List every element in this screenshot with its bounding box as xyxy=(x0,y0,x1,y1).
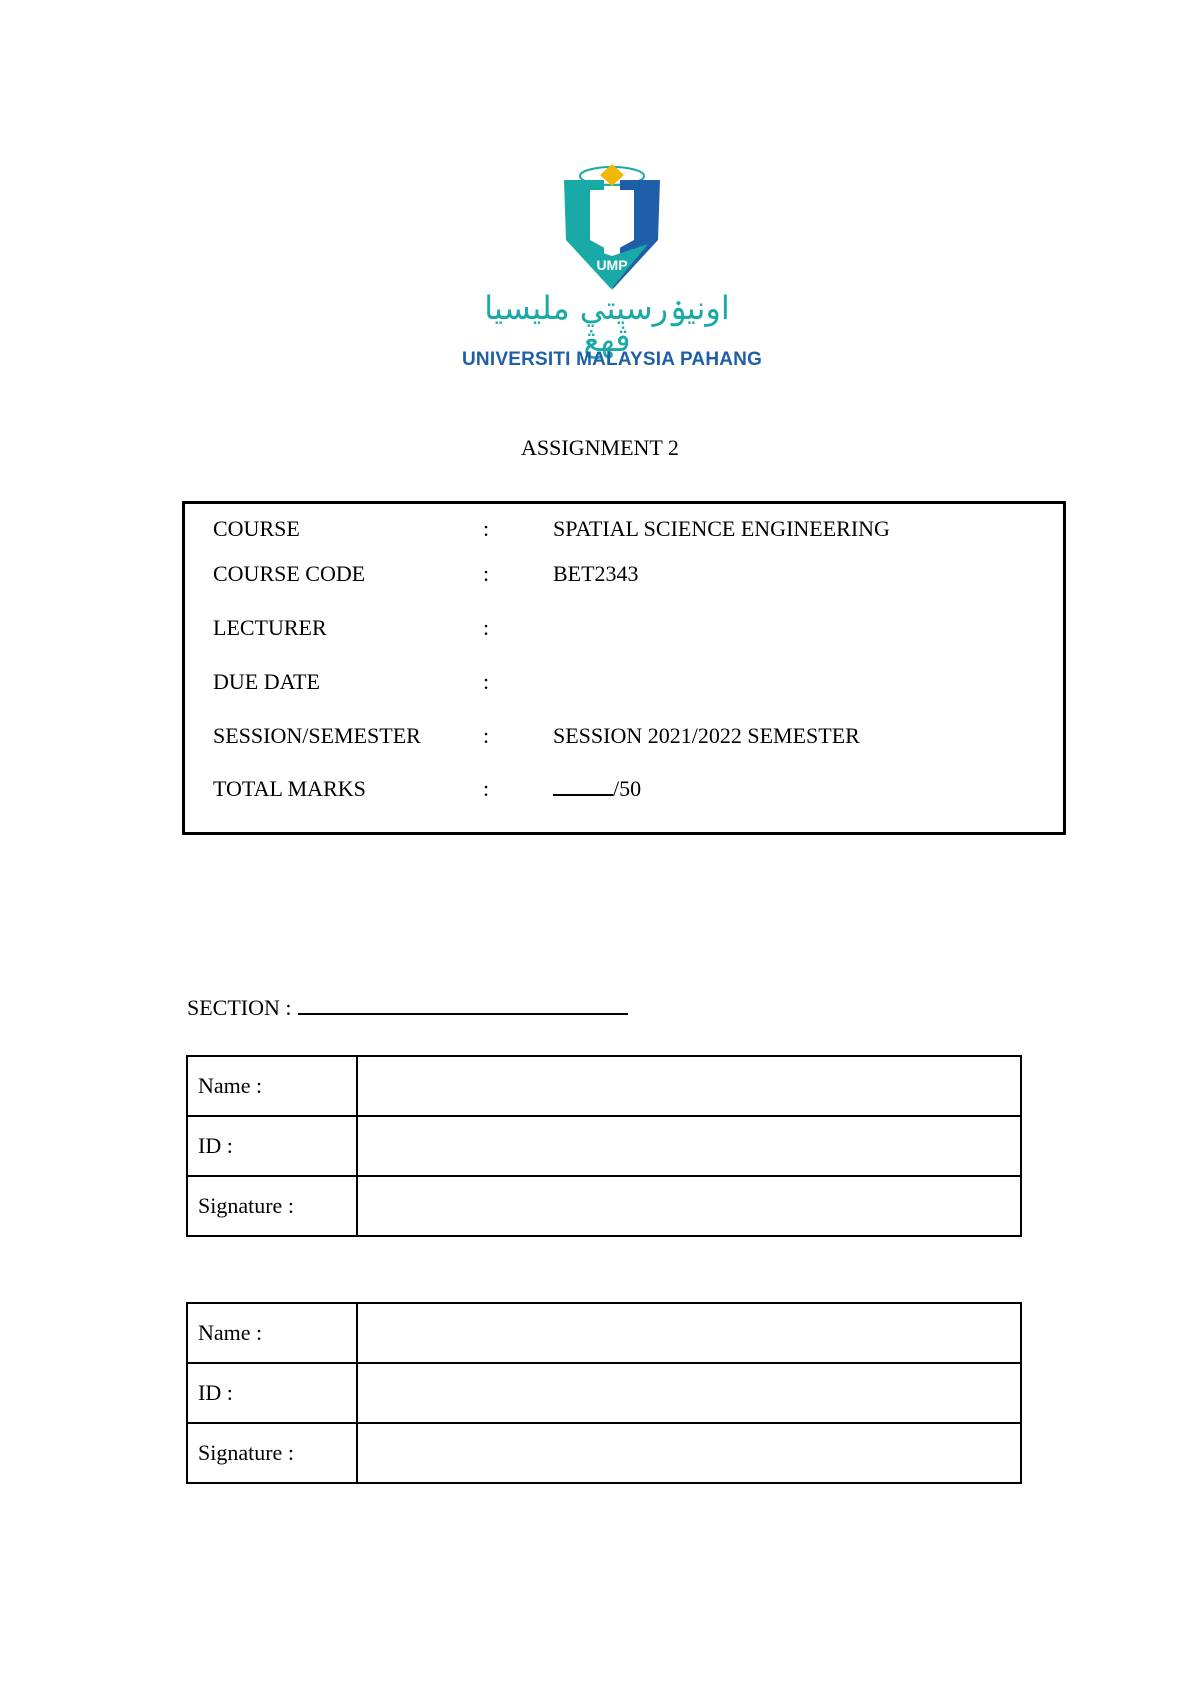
info-label: COURSE CODE xyxy=(213,561,366,586)
info-value-marks xyxy=(553,774,641,804)
emblem-pillar xyxy=(590,190,634,252)
id-label: ID : xyxy=(187,1363,357,1423)
name-label: Name : xyxy=(187,1056,357,1116)
name-field[interactable] xyxy=(357,1056,1021,1116)
info-value: BET2343 xyxy=(553,561,639,586)
id-label: ID : xyxy=(187,1116,357,1176)
signature-label: Signature : xyxy=(187,1423,357,1483)
info-colon: : xyxy=(483,669,490,694)
table-row xyxy=(187,1176,1021,1236)
logo-university-name: UNIVERSITI MALAYSIA PAHANG xyxy=(462,349,763,370)
emblem-label: UMP xyxy=(596,257,628,273)
info-value: SESSION 2021/2022 SEMESTER xyxy=(553,723,860,748)
table-row xyxy=(187,1363,1021,1423)
info-colon: : xyxy=(483,561,490,586)
signature-field[interactable] xyxy=(357,1423,1021,1483)
course-info-box xyxy=(182,501,1066,835)
section-label: SECTION : xyxy=(187,995,292,1020)
info-label: DUE DATE xyxy=(213,669,320,694)
section-blank-line[interactable] xyxy=(298,995,628,1015)
info-label: TOTAL MARKS xyxy=(213,776,366,801)
info-label: COURSE xyxy=(213,516,300,541)
university-logo xyxy=(462,160,763,370)
table-row xyxy=(187,1056,1021,1116)
signature-field[interactable] xyxy=(357,1176,1021,1236)
section-field xyxy=(187,995,628,1021)
marks-total: /50 xyxy=(613,776,642,801)
page-title: ASSIGNMENT 2 xyxy=(521,435,679,460)
info-label: SESSION/SEMESTER xyxy=(213,723,421,748)
table-row xyxy=(187,1423,1021,1483)
info-colon: : xyxy=(483,615,490,640)
id-field[interactable] xyxy=(357,1116,1021,1176)
info-colon: : xyxy=(483,776,490,801)
member-table-1 xyxy=(186,1055,1022,1237)
table-row xyxy=(187,1116,1021,1176)
ump-emblem-icon xyxy=(462,160,752,290)
name-label: Name : xyxy=(187,1303,357,1363)
marks-blank-line[interactable] xyxy=(553,774,613,796)
info-label: LECTURER xyxy=(213,615,327,640)
signature-label: Signature : xyxy=(187,1176,357,1236)
info-colon: : xyxy=(483,723,490,748)
id-field[interactable] xyxy=(357,1363,1021,1423)
member-table-2 xyxy=(186,1302,1022,1484)
name-field[interactable] xyxy=(357,1303,1021,1363)
table-row xyxy=(187,1303,1021,1363)
info-value: SPATIAL SCIENCE ENGINEERING xyxy=(553,516,890,541)
logo-arabic-name: اونيۏرسيتي مليسيا ڤهڠ xyxy=(484,289,730,359)
info-colon: : xyxy=(483,516,490,541)
